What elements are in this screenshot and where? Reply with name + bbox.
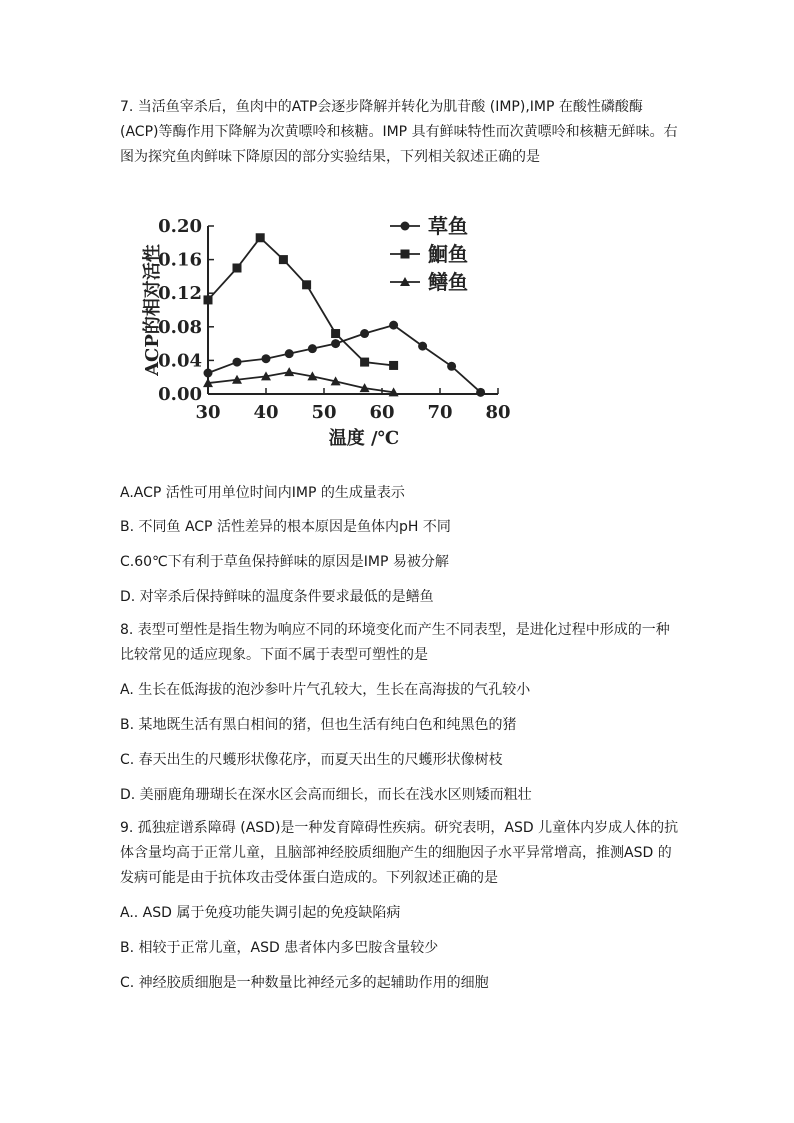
data-point-circle xyxy=(418,342,427,351)
q8-option-d: D. 美丽鹿角珊瑚长在深水区会高而细长，而长在浅水区则矮而粗壮 xyxy=(120,787,532,803)
y-tick-label: 0.04 xyxy=(158,350,202,372)
q7-option-b: B. 不同鱼 ACP 活性差异的根本原因是鱼体内pH 不同 xyxy=(120,519,451,535)
legend-marker-circle xyxy=(401,222,410,231)
x-tick-label: 60 xyxy=(369,402,395,423)
data-point-circle xyxy=(389,321,398,330)
x-tick-label: 70 xyxy=(427,402,453,423)
question-7-stem: 7. 当活鱼宰杀后，鱼肉中的ATP会逐步降解并转化为肌苷酸 (IMP),IMP 在酸性磷酸酶 (ACP)等酶作用下降解为次黄嘌呤和核糖。IMP 具有鲜味特性而次黄嘌呤和核糖无鲜味。右图为探究鱼肉鲜味下降原因的部分实验结果，下列相关叙述正确的是 xyxy=(120,99,678,165)
y-tick-label: 0.16 xyxy=(158,249,202,271)
data-point-circle xyxy=(447,362,456,371)
data-point-square xyxy=(331,329,340,338)
data-point-circle xyxy=(262,354,271,363)
data-point-square xyxy=(256,233,265,242)
series-square xyxy=(204,233,399,370)
x-axis-label: 温度 /℃ xyxy=(328,428,400,449)
data-point-square xyxy=(279,255,288,264)
data-point-circle xyxy=(308,344,317,353)
q7-option-a: A.ACP 活性可用单位时间内IMP 的生成量表示 xyxy=(120,485,405,501)
data-point-square xyxy=(389,361,398,370)
y-tick-label: 0.20 xyxy=(158,216,202,237)
series-triangle xyxy=(203,367,399,396)
data-point-square xyxy=(360,358,369,367)
q9-option-a: A.. ASD 属于免疫功能失调引起的免疫缺陷病 xyxy=(120,905,401,921)
x-tick-label: 40 xyxy=(253,402,279,423)
q9-option-c: C. 神经胶质细胞是一种数量比神经元多的起辅助作用的细胞 xyxy=(120,975,489,991)
data-point-square xyxy=(204,295,213,304)
legend-label: 草鱼 xyxy=(428,214,468,238)
y-tick-label: 0.08 xyxy=(158,316,202,338)
y-axis-label: ACP的相对活性 xyxy=(142,244,163,376)
data-point-circle xyxy=(331,339,340,348)
data-point-circle xyxy=(360,329,369,338)
question-9-stem: 9. 孤独症谱系障碍 (ASD)是一种发育障碍性疾病。研究表明，ASD 儿童体内岁成人体的抗体含量均高于正常儿童，且脑部神经胶质细胞产生的细胞因子水平异常增高，推测ASD 的发病可能是由于抗体攻击受体蛋白造成的。下列叙述正确的是 xyxy=(120,820,679,886)
data-point-circle xyxy=(204,369,213,378)
series-line-square xyxy=(208,238,394,366)
series-line-circle xyxy=(208,325,481,392)
q8-option-b: B. 某地既生活有黑白相间的猪，但也生活有纯白色和纯黑色的猪 xyxy=(120,717,517,733)
question-8-stem: 8. 表型可塑性是指生物为响应不同的环境变化而产生不同表型，是进化过程中形成的一种比较常见的适应现象。下面不属于表型可塑性的是 xyxy=(120,622,670,663)
q8-option-a: A. 生长在低海拔的泡沙参叶片气孔较大，生长在高海拔的气孔较小 xyxy=(120,682,531,698)
x-tick-label: 30 xyxy=(195,402,221,423)
q7-option-d: D. 对宰杀后保持鲜味的温度条件要求最低的是鳝鱼 xyxy=(120,589,434,605)
data-point-circle xyxy=(285,349,294,358)
acp-activity-line-chart xyxy=(118,194,530,456)
data-point-square xyxy=(233,264,242,273)
legend-label: 鮰鱼 xyxy=(428,242,468,266)
q9-option-b: B. 相较于正常儿童，ASD 患者体内多巴胺含量较少 xyxy=(120,940,439,956)
x-tick-label: 80 xyxy=(485,402,511,423)
data-point-square xyxy=(302,280,311,289)
series-circle xyxy=(204,321,486,397)
q7-option-c: C.60℃下有利于草鱼保持鲜味的原因是IMP 易被分解 xyxy=(120,554,449,570)
data-point-circle xyxy=(233,358,242,367)
data-point-circle xyxy=(476,388,485,397)
legend-label: 鳝鱼 xyxy=(428,270,468,294)
legend-marker-square xyxy=(401,250,410,259)
data-point-triangle xyxy=(284,367,294,376)
y-tick-label: 0.00 xyxy=(158,384,202,405)
q8-option-c: C. 春天出生的尺蠖形状像花序，而夏天出生的尺蠖形状像树枝 xyxy=(120,752,503,768)
y-tick-label: 0.12 xyxy=(158,283,202,305)
x-tick-label: 50 xyxy=(311,402,337,423)
